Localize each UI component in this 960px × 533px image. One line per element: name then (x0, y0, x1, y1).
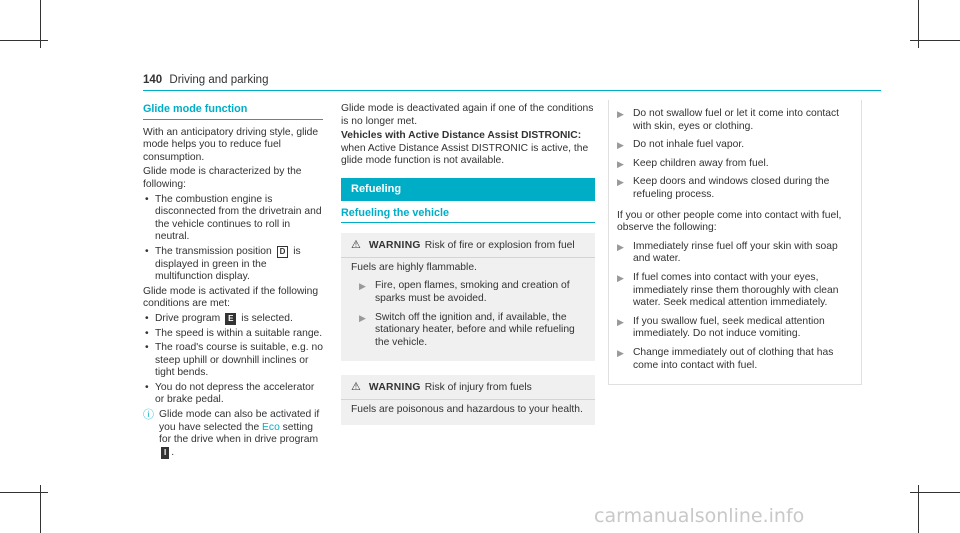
paragraph: Vehicles with Active Distance Assist DISTRONIC: when Active Distance Assist DISTRONIC is active, the glide mode function is not available. (341, 130, 589, 167)
arrow-icon: ▶ (617, 241, 624, 252)
list-item: • The transmission position D is displayed in green in the multifunction display. (143, 246, 323, 284)
list-item: ▶ Change immediately out of clothing that has come into contact with fuel. (617, 346, 834, 371)
e-icon: E (225, 313, 236, 325)
page-header (143, 74, 268, 86)
arrow-icon: ▶ (617, 316, 624, 327)
list-item: ▶ Fire, open flames, smoking and creation of sparks must be avoided. (359, 280, 570, 304)
watermark: carmanualsonline.info (594, 505, 805, 527)
eco-link[interactable]: Eco (262, 421, 280, 433)
arrow-icon: ▶ (617, 272, 624, 283)
warning-icon: ⚠ (351, 381, 361, 394)
arrow-icon: ▶ (617, 109, 624, 119)
list-item: ▶ Do not inhale fuel vapor. (617, 139, 745, 151)
list-item: • The speed is within a suitable range. (143, 328, 323, 341)
section-bar: Refueling (341, 178, 595, 201)
subheading-rule (341, 222, 595, 223)
list-item: ▶ Immediately rinse fuel off your skin with soap and water. (617, 240, 838, 265)
list-item: ▶ Switch off the ignition and, if available, the stationary heater, before and while refueling the vehicle. (359, 311, 575, 348)
warning-icon: ⚠ (351, 239, 361, 252)
crop-mark (910, 40, 960, 41)
list-item: • Drive program E is selected. (143, 313, 323, 326)
list-item: • The road's course is suitable, e.g. no steep uphill or downhill inclines or tight bends. (143, 342, 323, 380)
list-item: ▶ Keep children away from fuel. (617, 157, 769, 169)
middle-column (341, 103, 595, 425)
list-item: • You do not depress the accelerator or brake pedal. (143, 382, 323, 407)
section-heading: Glide mode function (143, 103, 248, 115)
header-rule (143, 90, 881, 91)
paragraph: Glide mode is characterized by the following: (143, 166, 302, 190)
paragraph: Glide mode is activated if the following conditions are met: (143, 285, 319, 310)
arrow-icon: ▶ (359, 312, 366, 323)
arrow-icon: ▶ (617, 158, 624, 169)
list-item: • The combustion engine is disconnected from the drivetrain and the vehicle continues to roll in neutral. (143, 194, 323, 244)
arrow-icon: ▶ (617, 177, 624, 188)
list-item: ▶ Keep doors and windows closed during the refueling process. (617, 176, 830, 200)
i-program-icon: I (161, 447, 169, 459)
section-title: Driving and parking (169, 74, 269, 86)
warning-box: ⚠ WARNING Risk of injury from fuels Fuels are poisonous and hazardous to your health. (341, 375, 595, 424)
list-item: ▶ If fuel comes into contact with your eyes, immediately rinse them thoroughly with clean water. Seek medical attention immediately. (617, 271, 839, 309)
right-column (608, 100, 862, 385)
left-column (143, 103, 323, 459)
crop-mark (0, 492, 48, 493)
paragraph: With an anticipatory driving style, glide mode helps you to reduce fuel consumption. (143, 126, 319, 163)
paragraph: Glide mode is deactivated again if one of the conditions is no longer met. (341, 103, 594, 127)
heading-rule (143, 119, 323, 120)
info-note: ⓘ Glide mode can also be activated if you have selected the Eco setting for the drive when in drive program I . (143, 409, 320, 458)
paragraph: If you or other people come into contact with fuel, observe the following: (617, 209, 842, 234)
warning-box: ⚠ WARNING Risk of fire or explosion from fuel Fuels are highly flammable. ▶ Fire, open flames, smoking and creation of sparks must be avoided. ▶ Switch off the ignition and, if available, the stationary heater, before and while refueling the vehicle. (341, 233, 595, 361)
info-icon: ⓘ (143, 409, 154, 422)
page-number: 140 (143, 74, 163, 86)
subheading: Refueling the vehicle (341, 206, 449, 219)
list-item: ▶ Do not swallow fuel or let it come into contact with skin, eyes or clothing. (617, 108, 840, 132)
arrow-icon: ▶ (359, 281, 366, 292)
crop-mark (0, 40, 48, 41)
arrow-icon: ▶ (617, 140, 624, 151)
list-item: ▶ If you swallow fuel, seek medical attention immediately. Do not induce vomiting. (617, 315, 825, 340)
crop-mark (910, 492, 960, 493)
arrow-icon: ▶ (617, 347, 624, 358)
d-icon: D (277, 246, 289, 258)
